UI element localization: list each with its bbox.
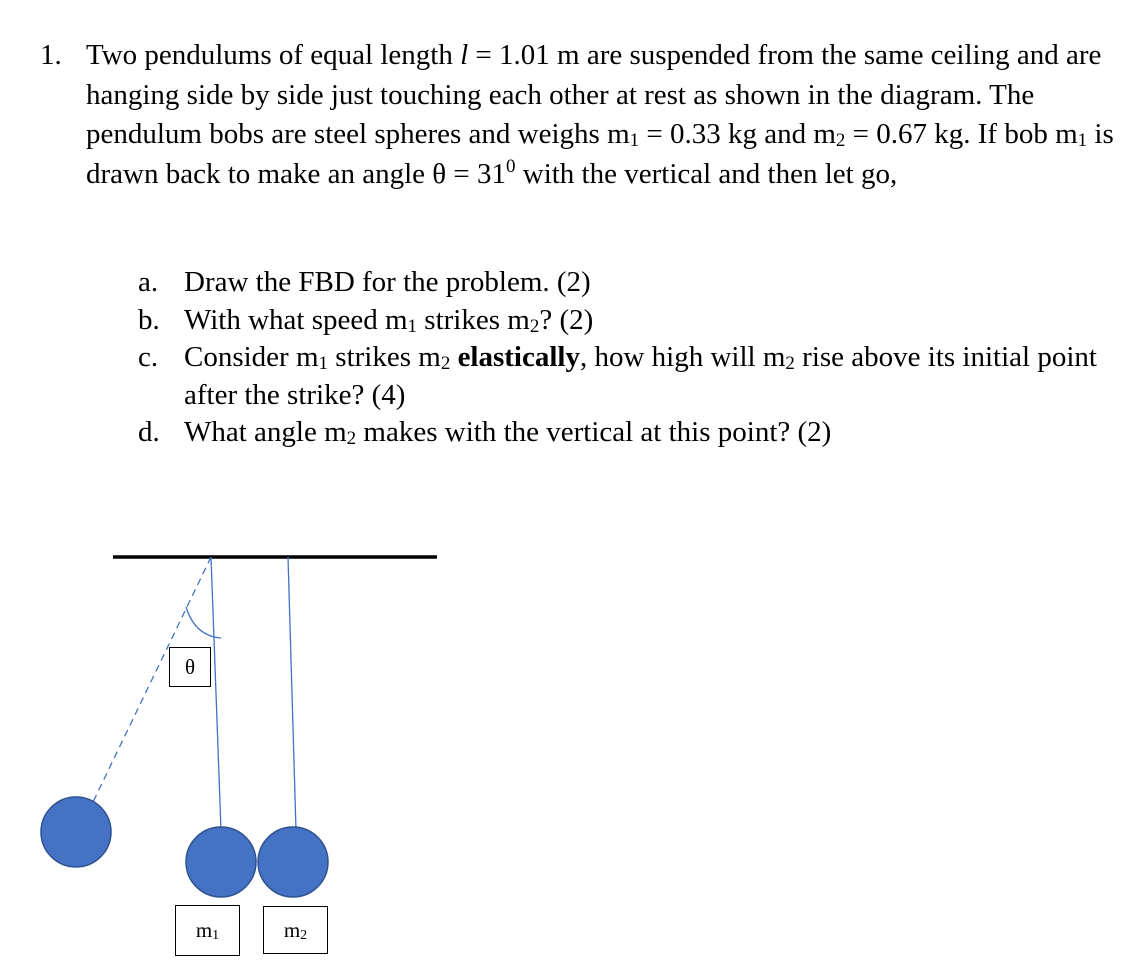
part-c-sub1: 1	[318, 353, 329, 374]
length-variable: l	[460, 39, 469, 71]
angle-arc	[186, 607, 221, 638]
problem-number: 1.	[40, 39, 62, 71]
part-b-text	[184, 304, 593, 336]
part-c-letter: c.	[138, 341, 159, 373]
part-b-t2: strikes m	[417, 303, 530, 336]
m1-subscript: 1	[629, 130, 640, 151]
m1-label-box	[175, 905, 240, 956]
part-d-letter: d.	[138, 416, 160, 448]
part-a-text: Draw the FBD for the problem. (2)	[184, 266, 591, 298]
problem-1	[40, 36, 1120, 194]
part-b-letter: b.	[138, 303, 160, 336]
problem-text-5: is drawn back to make an angle θ = 31	[86, 118, 1114, 190]
part-c-sub2: 2	[440, 353, 451, 374]
m2-label: m	[283, 918, 301, 942]
m2-label-box	[263, 906, 328, 954]
problem-text-1: Two pendulums of equal length	[86, 39, 461, 71]
m1-label-sub: 1	[212, 928, 220, 943]
part-d-sub1: 2	[346, 428, 357, 449]
part-c-t1: Consider m	[184, 341, 319, 373]
part-b-t1: With what speed m	[184, 303, 408, 336]
part-a-letter: a.	[138, 266, 159, 298]
part-d-t1: What angle m	[184, 416, 347, 448]
m2-label-sub: 2	[300, 928, 308, 943]
part-b-sub1: 1	[407, 315, 418, 337]
problem-text-3: = 0.33 kg and m	[639, 118, 836, 150]
part-c-t5: rise above its initial point after the strike? (4)	[184, 341, 1097, 411]
degree-superscript: 0	[506, 155, 516, 177]
part-c-t2: strikes m	[328, 341, 441, 373]
bob-m1	[186, 827, 256, 897]
m2-subscript: 2	[835, 130, 846, 151]
pendulum-diagram-svg	[0, 540, 460, 962]
part-a	[138, 264, 1098, 302]
part-d-t2: makes with the vertical at this point? (2)	[356, 416, 832, 448]
part-c-sub3: 2	[785, 353, 795, 374]
part-c-t4: , how high will m	[579, 341, 786, 373]
problem-text-6: with the vertical and then let go,	[515, 157, 898, 190]
part-c-text	[184, 341, 1097, 411]
problem-text-2: = 1.01 m are suspended from the same ceiling and are hanging side by side just touching each other at rest as shown in the diagram. The pendulum bobs are steel spheres and weighs m	[86, 39, 1102, 150]
pendulum-1-string	[211, 557, 221, 830]
part-c	[138, 339, 1098, 414]
part-b	[138, 302, 1098, 340]
part-b-sub2: 2	[529, 315, 540, 337]
pendulum-2-string	[288, 557, 296, 830]
part-d	[138, 414, 1098, 452]
part-c-bold: elastically	[457, 341, 580, 373]
part-c-t3	[450, 341, 457, 373]
part-b-t3: ? (2)	[539, 303, 594, 336]
theta-label-box	[169, 647, 211, 687]
part-d-text	[184, 416, 831, 448]
problem-statement	[86, 36, 1116, 194]
theta-label: θ	[184, 655, 196, 679]
problem-text-4: = 0.67 kg. If bob m	[845, 118, 1078, 150]
m1-subscript-b: 1	[1077, 130, 1088, 151]
sub-questions	[138, 264, 1098, 452]
bob-m2	[258, 827, 328, 897]
bob-m1-drawn-back	[41, 797, 111, 867]
pendulum-diagram	[0, 540, 460, 962]
m1-label: m	[195, 918, 213, 942]
